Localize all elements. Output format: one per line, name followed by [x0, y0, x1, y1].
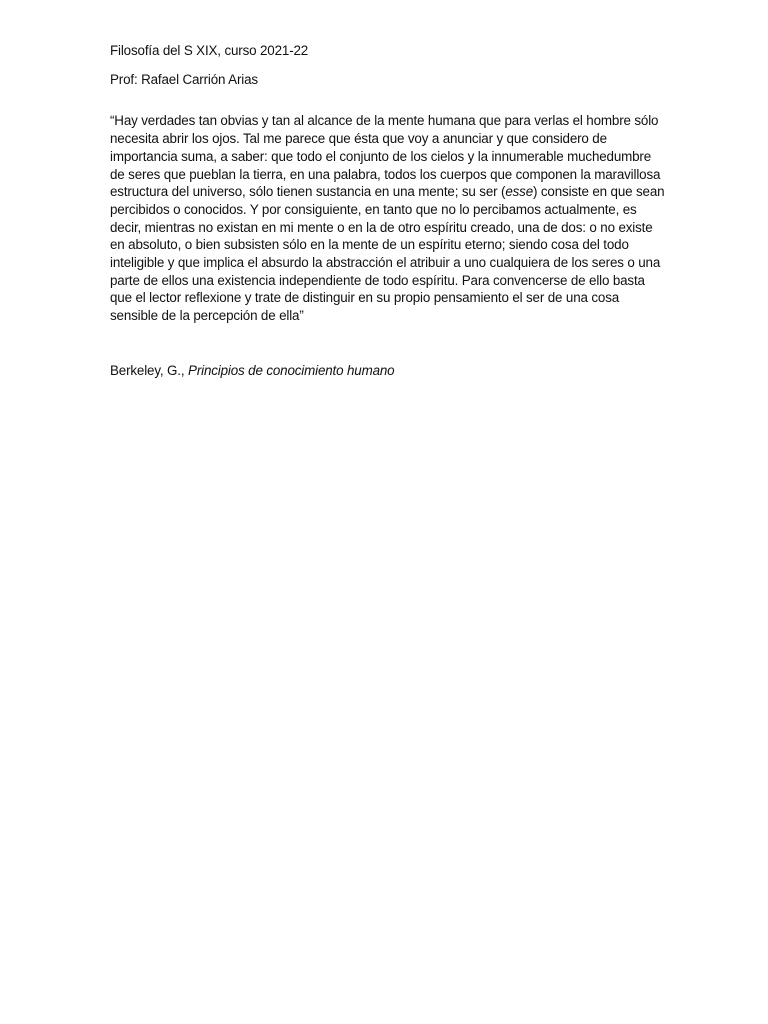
quote-text-part-2: ) consiste en que sean percibidos o conocidos. Y por consiguiente, en tanto que no lo percibamos actualmente, es decir, mientras no existan en mi mente o en la de otro espíritu creado, una de dos: o no existe en absoluto, o bien subsisten sólo en la mente de un espíritu eterno; siendo cosa del todo inteligible y que implica el absurdo la abstracción el atribuir a uno cualquiera de los seres o una parte de ellos una existencia independiente de todo espíritu. Para convencerse de ello basta que el lector reflexione y trate de distinguir en su propio pensamiento el ser de una cosa sensible de la percepción de ella”: [110, 184, 665, 324]
document-page: [110, 42, 666, 380]
citation-title: Principios de conocimiento humano: [188, 362, 395, 378]
course-title: Filosofía del S XIX, curso 2021-22: [110, 43, 309, 58]
quote-latin-term: esse: [505, 184, 533, 200]
professor-name: Prof: Rafael Carrión Arias: [110, 71, 258, 87]
citation-author: Berkeley, G.,: [110, 362, 189, 378]
citation: [110, 362, 666, 380]
berkeley-quote: [110, 112, 666, 324]
quote-text-part-1: “Hay verdades tan obvias y tan al alcance de la mente humana que para verlas el hombre sólo necesita abrir los ojos. Tal me parece que ésta que voy a anunciar y que considero de importancia suma, a saber: que todo el conjunto de los cielos y la innumerable muchedumbre de seres que pueblan la tierra, en una palabra, todos los cuerpos que componen la maravillosa estructura del universo, sólo tienen sustancia en una mente; su ser (: [110, 113, 661, 200]
